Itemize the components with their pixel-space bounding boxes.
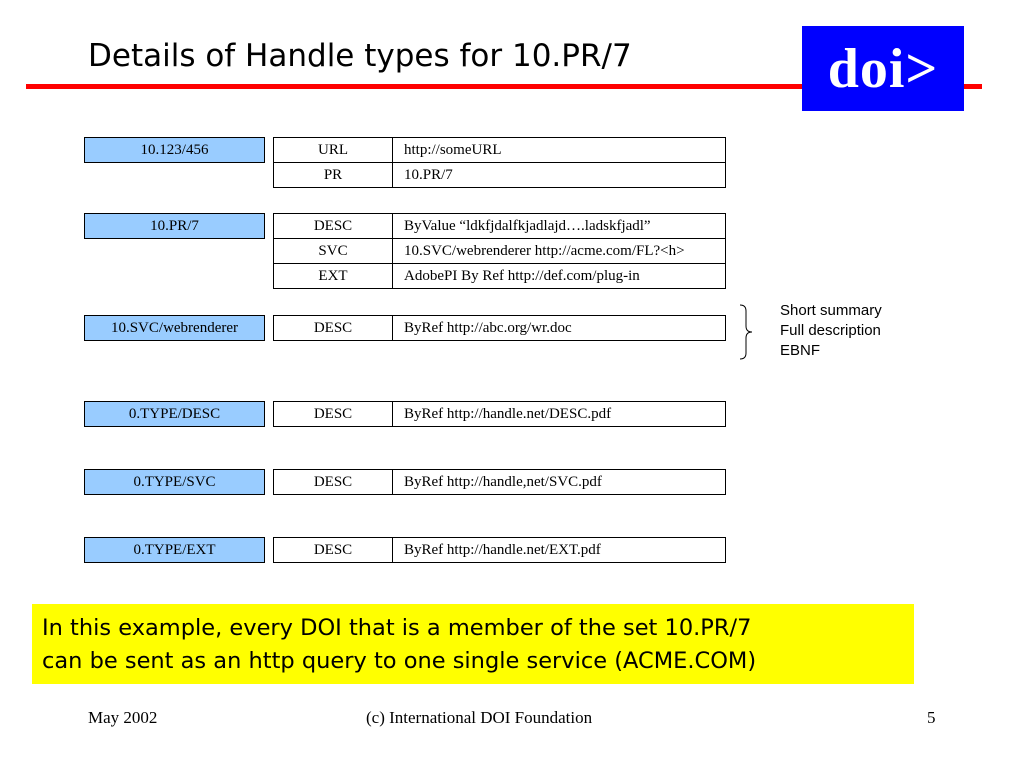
type-cell: DESC [273, 315, 393, 341]
data-cell: http://someURL [392, 137, 726, 163]
note-full-description: Full description [780, 322, 881, 339]
footer-date: May 2002 [88, 708, 158, 727]
data-cell: ByValue “ldkfjdalfkjadlajd….ladskfjadl” [392, 213, 726, 239]
handle-box-0-type-svc: 0.TYPE/SVC [84, 469, 265, 495]
example-note-line-1: In this example, every DOI that is a member of the set 10.PR/7 [42, 615, 752, 641]
type-cell: URL [273, 137, 393, 163]
data-cell: ByRef http://handle.net/DESC.pdf [392, 401, 726, 427]
doi-logo: doi> [802, 26, 964, 111]
type-cell: PR [273, 162, 393, 188]
type-cell: DESC [273, 537, 393, 563]
type-cell: SVC [273, 238, 393, 264]
data-cell: AdobePI By Ref http://def.com/plug-in [392, 263, 726, 289]
type-cell: DESC [273, 401, 393, 427]
handle-box-0-type-desc: 0.TYPE/DESC [84, 401, 265, 427]
example-note-line-2: can be sent as an http query to one single service (ACME.COM) [42, 648, 757, 674]
data-cell: 10.SVC/webrenderer http://acme.com/FL?<h> [392, 238, 726, 264]
footer-page-number: 5 [927, 708, 936, 727]
note-short-summary: Short summary [780, 302, 882, 319]
data-cell: ByRef http://abc.org/wr.doc [392, 315, 726, 341]
type-cell: EXT [273, 263, 393, 289]
data-cell: 10.PR/7 [392, 162, 726, 188]
note-ebnf: EBNF [780, 342, 821, 359]
type-cell: DESC [273, 469, 393, 495]
handle-box-10-pr-7: 10.PR/7 [84, 213, 265, 239]
handle-box-0-type-ext: 0.TYPE/EXT [84, 537, 265, 563]
data-cell: ByRef http://handle.net/EXT.pdf [392, 537, 726, 563]
example-note [32, 604, 914, 684]
type-cell: DESC [273, 213, 393, 239]
right-brace-icon [738, 304, 756, 360]
footer-copyright: (c) International DOI Foundation [366, 708, 593, 727]
desc-notes [780, 301, 882, 361]
handle-box-10-svc-webrenderer: 10.SVC/webrenderer [84, 315, 265, 341]
handle-box-10-123-456: 10.123/456 [84, 137, 265, 163]
data-cell: ByRef http://handle,net/SVC.pdf [392, 469, 726, 495]
slide-title: Details of Handle types for 10.PR/7 [88, 38, 632, 74]
